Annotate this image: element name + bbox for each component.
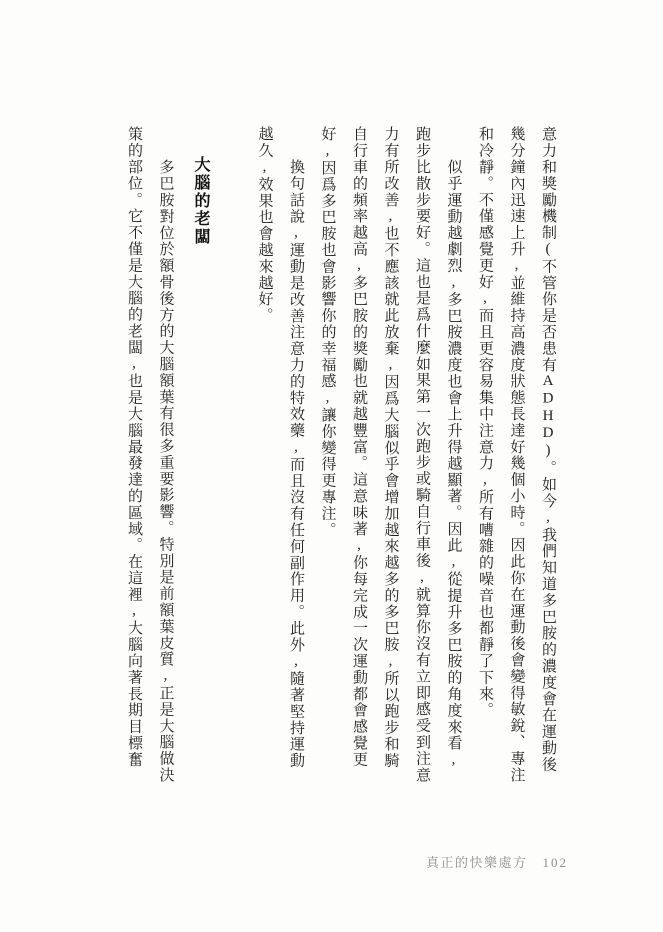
paragraph: 似乎運動越劇烈,多巴胺濃度也會上升得越顯著。因此,從提升多巴胺的角度來看,跑步比散步要好。這也是爲什麼如果第一次跑步或騎自行車後,就算你沒有立即感受到注意力有所改善,也不應該就此放棄,因爲大腦似乎會增加越來越多的多巴胺,所以跑步和騎自行車的頻率越高,多巴胺的獎勵也就越豐富。這意味著,你每完成一次運動都會感覺更好,因爲多巴胺也會影響你的幸福感,讓你變得更專注。 xyxy=(319,126,462,783)
page-text-block xyxy=(118,126,564,784)
paragraph: 換句話說,運動是改善注意力的特效藥,而且沒有任何副作用。此外,隨著堅持運動越久,效果也會越來越好。 xyxy=(256,126,304,769)
paragraph-continued: 意力和獎勵機制(不管你是否患有ADHD)。如今,我們知道多巴胺的濃度會在運動後幾分鐘內迅速上升,並維持高濃度狀態長達好幾個小時。因此你在運動後會變得敏銳、專注和冷靜。不僅感覺更好,而且更容易集中注意力,所有嘈雜的噪音也都靜了下來。 xyxy=(477,126,556,783)
section-heading: 大腦的老闆 xyxy=(192,156,209,246)
page-footer xyxy=(426,852,568,871)
paragraph: 多巴胺對位於額骨後方的大腦額葉有很多重要影響。特別是前額葉皮質,正是大腦做決策的部位。它不僅是大腦的老闆,也是大腦最發達的區域。在這裡,大腦向著長期目標奮 xyxy=(126,126,174,784)
page-number: 102 xyxy=(542,855,568,870)
running-title: 真正的快樂處方 xyxy=(425,855,528,870)
